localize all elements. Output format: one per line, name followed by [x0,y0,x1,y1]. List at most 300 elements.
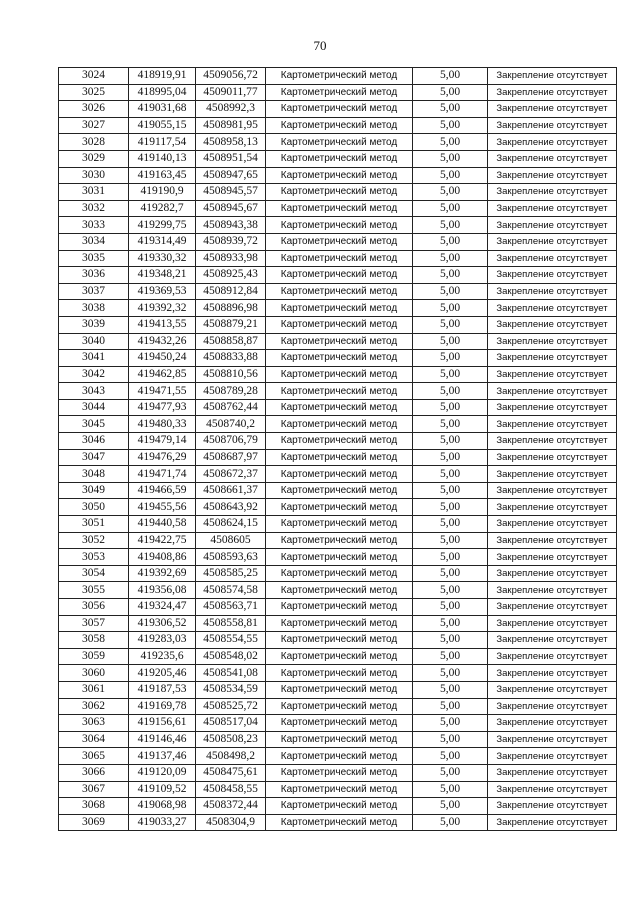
point-number-cell: 3037 [59,283,129,300]
point-number-cell: 3052 [59,532,129,549]
table-row [59,134,617,151]
method-cell: Картометрический метод [266,134,413,151]
method-cell: Картометрический метод [266,466,413,483]
precision-cell: 5,00 [413,499,488,516]
point-number-cell: 3045 [59,416,129,433]
y-coordinate-cell: 4508585,25 [196,565,266,582]
y-coordinate-cell: 4508458,55 [196,781,266,798]
point-number-cell: 3061 [59,681,129,698]
method-cell: Картометрический метод [266,632,413,649]
table-row [59,316,617,333]
precision-cell: 5,00 [413,632,488,649]
point-number-cell: 3050 [59,499,129,516]
table-row [59,449,617,466]
fixing-description-cell: Закрепление отсутствует [488,731,617,748]
x-coordinate-cell: 419282,7 [129,200,196,217]
method-cell: Картометрический метод [266,217,413,234]
fixing-description-cell: Закрепление отсутствует [488,482,617,499]
fixing-description-cell: Закрепление отсутствует [488,217,617,234]
table-row [59,599,617,616]
fixing-description-cell: Закрепление отсутствует [488,599,617,616]
method-cell: Картометрический метод [266,582,413,599]
point-number-cell: 3028 [59,134,129,151]
method-cell: Картометрический метод [266,399,413,416]
precision-cell: 5,00 [413,84,488,101]
precision-cell: 5,00 [413,615,488,632]
point-number-cell: 3031 [59,184,129,201]
table-row [59,715,617,732]
method-cell: Картометрический метод [266,814,413,831]
point-number-cell: 3025 [59,84,129,101]
precision-cell: 5,00 [413,117,488,134]
point-number-cell: 3038 [59,300,129,317]
x-coordinate-cell: 419169,78 [129,698,196,715]
fixing-description-cell: Закрепление отсутствует [488,582,617,599]
table-row [59,267,617,284]
fixing-description-cell: Закрепление отсутствует [488,565,617,582]
table-row [59,217,617,234]
x-coordinate-cell: 419187,53 [129,681,196,698]
point-number-cell: 3060 [59,665,129,682]
x-coordinate-cell: 419440,58 [129,516,196,533]
fixing-description-cell: Закрепление отсутствует [488,466,617,483]
method-cell: Картометрический метод [266,316,413,333]
fixing-description-cell: Закрепление отсутствует [488,350,617,367]
x-coordinate-cell: 419235,6 [129,648,196,665]
precision-cell: 5,00 [413,101,488,118]
coordinates-table-body [59,68,617,831]
y-coordinate-cell: 4508858,87 [196,333,266,350]
fixing-description-cell: Закрепление отсутствует [488,433,617,450]
method-cell: Картометрический метод [266,648,413,665]
precision-cell: 5,00 [413,549,488,566]
point-number-cell: 3036 [59,267,129,284]
precision-cell: 5,00 [413,184,488,201]
table-row [59,84,617,101]
precision-cell: 5,00 [413,233,488,250]
precision-cell: 5,00 [413,599,488,616]
point-number-cell: 3027 [59,117,129,134]
table-row [59,366,617,383]
table-row [59,648,617,665]
x-coordinate-cell: 419413,55 [129,316,196,333]
y-coordinate-cell: 4508605 [196,532,266,549]
table-row [59,632,617,649]
point-number-cell: 3041 [59,350,129,367]
precision-cell: 5,00 [413,764,488,781]
point-number-cell: 3040 [59,333,129,350]
fixing-description-cell: Закрепление отсутствует [488,715,617,732]
fixing-description-cell: Закрепление отсутствует [488,383,617,400]
x-coordinate-cell: 419392,32 [129,300,196,317]
y-coordinate-cell: 4508981,95 [196,117,266,134]
fixing-description-cell: Закрепление отсутствует [488,316,617,333]
table-row [59,117,617,134]
method-cell: Картометрический метод [266,333,413,350]
method-cell: Картометрический метод [266,798,413,815]
method-cell: Картометрический метод [266,68,413,85]
point-number-cell: 3059 [59,648,129,665]
fixing-description-cell: Закрепление отсутствует [488,681,617,698]
precision-cell: 5,00 [413,798,488,815]
table-row [59,781,617,798]
coordinates-table [58,67,617,831]
method-cell: Картометрический метод [266,781,413,798]
y-coordinate-cell: 4508563,71 [196,599,266,616]
y-coordinate-cell: 4508475,61 [196,764,266,781]
method-cell: Картометрический метод [266,549,413,566]
point-number-cell: 3044 [59,399,129,416]
y-coordinate-cell: 4508643,92 [196,499,266,516]
table-row [59,466,617,483]
x-coordinate-cell: 419450,24 [129,350,196,367]
fixing-description-cell: Закрепление отсутствует [488,300,617,317]
fixing-description-cell: Закрепление отсутствует [488,648,617,665]
method-cell: Картометрический метод [266,167,413,184]
precision-cell: 5,00 [413,748,488,765]
method-cell: Картометрический метод [266,184,413,201]
fixing-description-cell: Закрепление отсутствует [488,101,617,118]
y-coordinate-cell: 4508947,65 [196,167,266,184]
y-coordinate-cell: 4508945,67 [196,200,266,217]
x-coordinate-cell: 419156,61 [129,715,196,732]
x-coordinate-cell: 419033,27 [129,814,196,831]
precision-cell: 5,00 [413,250,488,267]
table-row [59,748,617,765]
method-cell: Картометрический метод [266,150,413,167]
table-row [59,798,617,815]
method-cell: Картометрический метод [266,283,413,300]
x-coordinate-cell: 419369,53 [129,283,196,300]
precision-cell: 5,00 [413,565,488,582]
table-row [59,399,617,416]
fixing-description-cell: Закрепление отсутствует [488,499,617,516]
method-cell: Картометрический метод [266,267,413,284]
table-row [59,549,617,566]
precision-cell: 5,00 [413,217,488,234]
y-coordinate-cell: 4508508,23 [196,731,266,748]
method-cell: Картометрический метод [266,449,413,466]
table-row [59,499,617,516]
method-cell: Картометрический метод [266,200,413,217]
table-row [59,300,617,317]
method-cell: Картометрический метод [266,615,413,632]
precision-cell: 5,00 [413,300,488,317]
point-number-cell: 3035 [59,250,129,267]
fixing-description-cell: Закрепление отсутствует [488,615,617,632]
method-cell: Картометрический метод [266,698,413,715]
table-row [59,68,617,85]
y-coordinate-cell: 4508958,13 [196,134,266,151]
x-coordinate-cell: 419330,32 [129,250,196,267]
fixing-description-cell: Закрепление отсутствует [488,117,617,134]
precision-cell: 5,00 [413,267,488,284]
precision-cell: 5,00 [413,648,488,665]
precision-cell: 5,00 [413,681,488,698]
y-coordinate-cell: 4508740,2 [196,416,266,433]
method-cell: Картометрический метод [266,748,413,765]
x-coordinate-cell: 419117,54 [129,134,196,151]
point-number-cell: 3067 [59,781,129,798]
method-cell: Картометрический метод [266,433,413,450]
x-coordinate-cell: 419471,74 [129,466,196,483]
x-coordinate-cell: 419477,93 [129,399,196,416]
point-number-cell: 3049 [59,482,129,499]
precision-cell: 5,00 [413,665,488,682]
x-coordinate-cell: 419055,15 [129,117,196,134]
fixing-description-cell: Закрепление отсутствует [488,781,617,798]
point-number-cell: 3024 [59,68,129,85]
table-row [59,764,617,781]
fixing-description-cell: Закрепление отсутствует [488,68,617,85]
x-coordinate-cell: 419348,21 [129,267,196,284]
point-number-cell: 3055 [59,582,129,599]
point-number-cell: 3069 [59,814,129,831]
y-coordinate-cell: 4508939,72 [196,233,266,250]
x-coordinate-cell: 419146,46 [129,731,196,748]
point-number-cell: 3039 [59,316,129,333]
method-cell: Картометрический метод [266,499,413,516]
point-number-cell: 3054 [59,565,129,582]
point-number-cell: 3063 [59,715,129,732]
y-coordinate-cell: 4508762,44 [196,399,266,416]
point-number-cell: 3046 [59,433,129,450]
x-coordinate-cell: 419324,47 [129,599,196,616]
y-coordinate-cell: 4508945,57 [196,184,266,201]
fixing-description-cell: Закрепление отсутствует [488,798,617,815]
x-coordinate-cell: 419408,86 [129,549,196,566]
precision-cell: 5,00 [413,516,488,533]
point-number-cell: 3051 [59,516,129,533]
fixing-description-cell: Закрепление отсутствует [488,748,617,765]
fixing-description-cell: Закрепление отсутствует [488,366,617,383]
fixing-description-cell: Закрепление отсутствует [488,632,617,649]
table-row [59,433,617,450]
y-coordinate-cell: 4508672,37 [196,466,266,483]
x-coordinate-cell: 419068,98 [129,798,196,815]
x-coordinate-cell: 419466,59 [129,482,196,499]
method-cell: Картометрический метод [266,250,413,267]
precision-cell: 5,00 [413,283,488,300]
precision-cell: 5,00 [413,200,488,217]
method-cell: Картометрический метод [266,731,413,748]
y-coordinate-cell: 4508933,98 [196,250,266,267]
y-coordinate-cell: 4508517,04 [196,715,266,732]
y-coordinate-cell: 4508498,2 [196,748,266,765]
table-row [59,150,617,167]
fixing-description-cell: Закрепление отсутствует [488,814,617,831]
precision-cell: 5,00 [413,416,488,433]
method-cell: Картометрический метод [266,366,413,383]
precision-cell: 5,00 [413,150,488,167]
point-number-cell: 3068 [59,798,129,815]
precision-cell: 5,00 [413,433,488,450]
fixing-description-cell: Закрепление отсутствует [488,333,617,350]
y-coordinate-cell: 4508833,88 [196,350,266,367]
point-number-cell: 3065 [59,748,129,765]
point-number-cell: 3047 [59,449,129,466]
fixing-description-cell: Закрепление отсутствует [488,532,617,549]
x-coordinate-cell: 419205,46 [129,665,196,682]
y-coordinate-cell: 4508706,79 [196,433,266,450]
method-cell: Картометрический метод [266,532,413,549]
table-row [59,814,617,831]
table-row [59,565,617,582]
x-coordinate-cell: 419283,03 [129,632,196,649]
y-coordinate-cell: 4508558,81 [196,615,266,632]
point-number-cell: 3043 [59,383,129,400]
precision-cell: 5,00 [413,715,488,732]
precision-cell: 5,00 [413,582,488,599]
x-coordinate-cell: 419476,29 [129,449,196,466]
precision-cell: 5,00 [413,134,488,151]
point-number-cell: 3029 [59,150,129,167]
precision-cell: 5,00 [413,383,488,400]
precision-cell: 5,00 [413,781,488,798]
x-coordinate-cell: 419455,56 [129,499,196,516]
precision-cell: 5,00 [413,350,488,367]
x-coordinate-cell: 419480,33 [129,416,196,433]
point-number-cell: 3057 [59,615,129,632]
fixing-description-cell: Закрепление отсутствует [488,416,617,433]
y-coordinate-cell: 4508992,3 [196,101,266,118]
x-coordinate-cell: 419422,75 [129,532,196,549]
x-coordinate-cell: 419163,45 [129,167,196,184]
point-number-cell: 3048 [59,466,129,483]
x-coordinate-cell: 419479,14 [129,433,196,450]
y-coordinate-cell: 4508925,43 [196,267,266,284]
y-coordinate-cell: 4508541,08 [196,665,266,682]
x-coordinate-cell: 419314,49 [129,233,196,250]
fixing-description-cell: Закрепление отсутствует [488,184,617,201]
method-cell: Картометрический метод [266,383,413,400]
x-coordinate-cell: 419356,08 [129,582,196,599]
x-coordinate-cell: 419432,26 [129,333,196,350]
method-cell: Картометрический метод [266,84,413,101]
table-row [59,516,617,533]
point-number-cell: 3030 [59,167,129,184]
y-coordinate-cell: 4509056,72 [196,68,266,85]
table-row [59,582,617,599]
y-coordinate-cell: 4508593,63 [196,549,266,566]
y-coordinate-cell: 4508810,56 [196,366,266,383]
fixing-description-cell: Закрепление отсутствует [488,665,617,682]
x-coordinate-cell: 419306,52 [129,615,196,632]
y-coordinate-cell: 4509011,77 [196,84,266,101]
x-coordinate-cell: 419190,9 [129,184,196,201]
y-coordinate-cell: 4508534,59 [196,681,266,698]
y-coordinate-cell: 4508789,28 [196,383,266,400]
point-number-cell: 3033 [59,217,129,234]
y-coordinate-cell: 4508304,9 [196,814,266,831]
point-number-cell: 3056 [59,599,129,616]
fixing-description-cell: Закрепление отсутствует [488,134,617,151]
x-coordinate-cell: 419462,85 [129,366,196,383]
y-coordinate-cell: 4508574,58 [196,582,266,599]
fixing-description-cell: Закрепление отсутствует [488,233,617,250]
page-number: 70 [313,38,327,53]
method-cell: Картометрический метод [266,516,413,533]
y-coordinate-cell: 4508951,54 [196,150,266,167]
point-number-cell: 3064 [59,731,129,748]
table-row [59,350,617,367]
fixing-description-cell: Закрепление отсутствует [488,267,617,284]
precision-cell: 5,00 [413,316,488,333]
y-coordinate-cell: 4508879,21 [196,316,266,333]
x-coordinate-cell: 419471,55 [129,383,196,400]
x-coordinate-cell: 419031,68 [129,101,196,118]
y-coordinate-cell: 4508554,55 [196,632,266,649]
table-row [59,615,617,632]
x-coordinate-cell: 419392,69 [129,565,196,582]
point-number-cell: 3062 [59,698,129,715]
fixing-description-cell: Закрепление отсутствует [488,399,617,416]
x-coordinate-cell: 418919,91 [129,68,196,85]
y-coordinate-cell: 4508912,84 [196,283,266,300]
y-coordinate-cell: 4508548,02 [196,648,266,665]
fixing-description-cell: Закрепление отсутствует [488,150,617,167]
method-cell: Картометрический метод [266,565,413,582]
table-row [59,532,617,549]
precision-cell: 5,00 [413,532,488,549]
fixing-description-cell: Закрепление отсутствует [488,764,617,781]
point-number-cell: 3042 [59,366,129,383]
fixing-description-cell: Закрепление отсутствует [488,250,617,267]
point-number-cell: 3066 [59,764,129,781]
precision-cell: 5,00 [413,466,488,483]
fixing-description-cell: Закрепление отсутствует [488,283,617,300]
table-row [59,101,617,118]
table-row [59,184,617,201]
precision-cell: 5,00 [413,731,488,748]
x-coordinate-cell: 419140,13 [129,150,196,167]
x-coordinate-cell: 418995,04 [129,84,196,101]
table-row [59,383,617,400]
point-number-cell: 3058 [59,632,129,649]
method-cell: Картометрический метод [266,117,413,134]
table-row [59,416,617,433]
table-row [59,167,617,184]
fixing-description-cell: Закрепление отсутствует [488,698,617,715]
precision-cell: 5,00 [413,449,488,466]
table-row [59,200,617,217]
fixing-description-cell: Закрепление отсутствует [488,167,617,184]
y-coordinate-cell: 4508896,98 [196,300,266,317]
point-number-cell: 3032 [59,200,129,217]
x-coordinate-cell: 419137,46 [129,748,196,765]
method-cell: Картометрический метод [266,665,413,682]
precision-cell: 5,00 [413,698,488,715]
precision-cell: 5,00 [413,167,488,184]
y-coordinate-cell: 4508687,97 [196,449,266,466]
table-row [59,698,617,715]
precision-cell: 5,00 [413,814,488,831]
method-cell: Картометрический метод [266,416,413,433]
y-coordinate-cell: 4508372,44 [196,798,266,815]
precision-cell: 5,00 [413,68,488,85]
fixing-description-cell: Закрепление отсутствует [488,549,617,566]
method-cell: Картометрический метод [266,715,413,732]
table-row [59,731,617,748]
point-number-cell: 3053 [59,549,129,566]
y-coordinate-cell: 4508661,37 [196,482,266,499]
table-row [59,665,617,682]
method-cell: Картометрический метод [266,482,413,499]
x-coordinate-cell: 419109,52 [129,781,196,798]
precision-cell: 5,00 [413,333,488,350]
method-cell: Картометрический метод [266,350,413,367]
y-coordinate-cell: 4508943,38 [196,217,266,234]
